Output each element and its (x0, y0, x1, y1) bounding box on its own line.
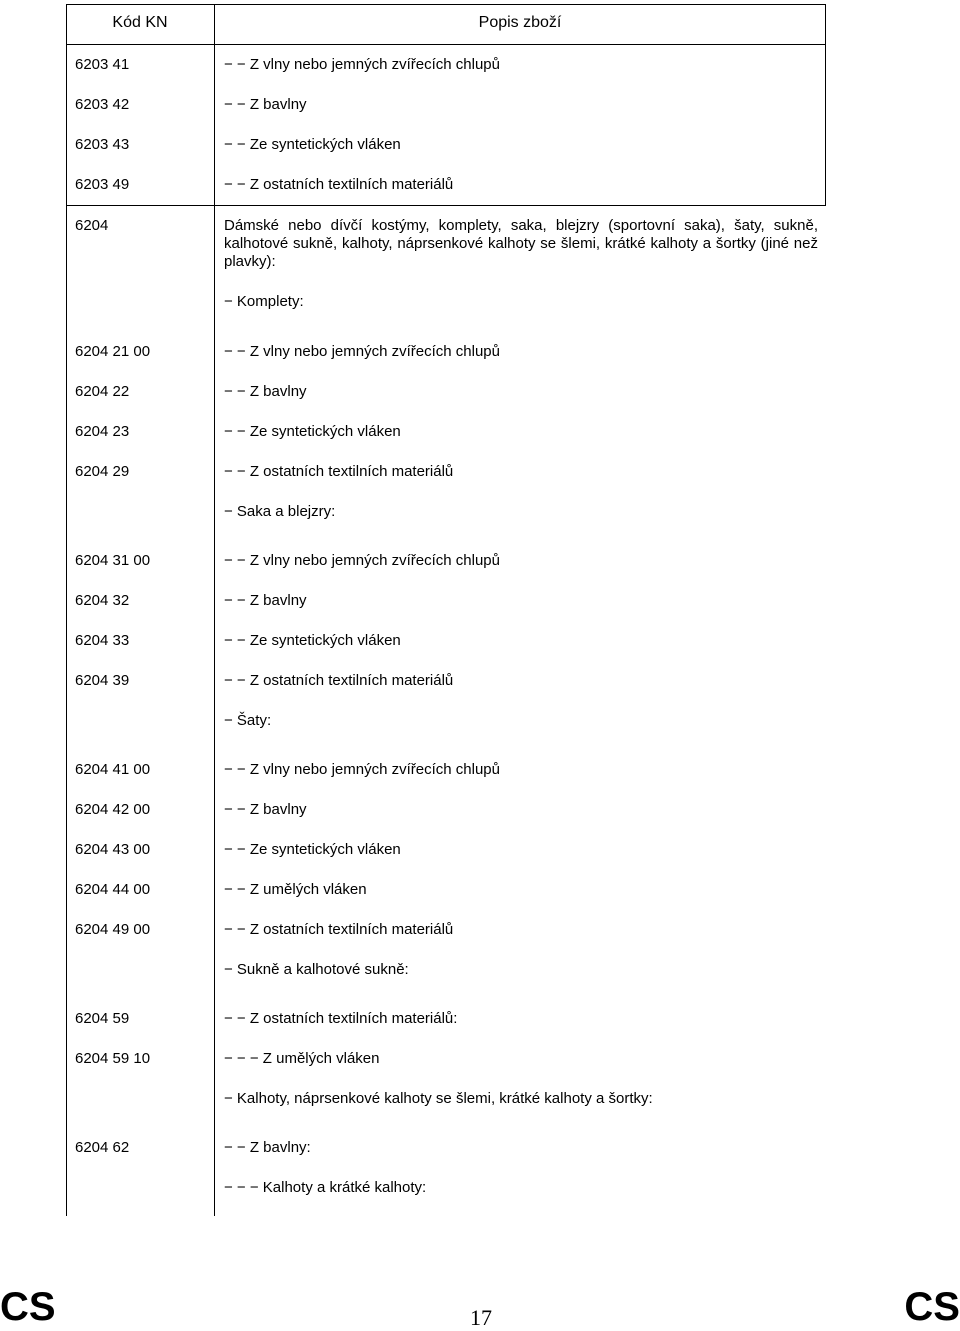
row-description: − − Ze syntetických vláken (224, 841, 401, 858)
table-right-border (825, 4, 826, 205)
row-description: Dámské nebo dívčí kostýmy, komplety, saka, blejzry (sportovní saka), šaty, sukně, kalhotové sukně, kalhoty, náprsenkové kalhoty se šlemi, krátké kalhoty a šortky (jiné než plavky): (224, 217, 818, 270)
row-code: 6204 32 (75, 592, 130, 609)
row-description: − − Z vlny nebo jemných zvířecích chlupů (224, 552, 500, 569)
header-code: Kód KN (112, 14, 168, 31)
row-code: 6204 44 00 (75, 881, 151, 898)
row-code: 6204 42 00 (75, 801, 151, 818)
row-description: − − Z ostatních textilních materiálů (224, 463, 454, 480)
row-description: − − Z umělých vláken (224, 881, 367, 898)
row-description: − − Ze syntetických vláken (224, 423, 401, 440)
row-code: 6204 59 (75, 1010, 130, 1027)
section-heading: − Saka a blejzry: (224, 503, 336, 520)
row-code: 6204 22 (75, 383, 130, 400)
row-code: 6204 23 (75, 423, 130, 440)
page-number: 17 (470, 1305, 492, 1330)
row-code: 6204 59 10 (75, 1050, 151, 1067)
row-code: 6203 42 (75, 96, 130, 113)
row-description: − − Z vlny nebo jemných zvířecích chlupů (224, 56, 500, 73)
row-code: 6204 29 (75, 463, 130, 480)
row-description: − − Ze syntetických vláken (224, 632, 401, 649)
row-description: − − Z bavlny: (224, 1139, 311, 1156)
footer-language-right: CS (904, 1285, 960, 1329)
row-code: 6203 43 (75, 136, 130, 153)
table-column-divider (214, 4, 215, 1216)
row-code: 6204 21 00 (75, 343, 151, 360)
row-code: 6204 43 00 (75, 841, 151, 858)
section-heading: − Komplety: (224, 293, 304, 310)
section-heading: − Sukně a kalhotové sukně: (224, 961, 409, 978)
row-description: − − Ze syntetických vláken (224, 136, 401, 153)
section-heading: − Šaty: (224, 712, 272, 729)
row-description: − − Z vlny nebo jemných zvířecích chlupů (224, 343, 500, 360)
footer-language-left: CS (0, 1285, 56, 1329)
row-description: − − Z ostatních textilních materiálů (224, 921, 454, 938)
row-code: 6204 33 (75, 632, 130, 649)
row-description: − − − Kalhoty a krátké kalhoty: (224, 1179, 427, 1196)
row-code: 6203 49 (75, 176, 130, 193)
row-code: 6204 49 00 (75, 921, 151, 938)
row-description: − − Z vlny nebo jemných zvířecích chlupů (224, 761, 500, 778)
row-description: − − Z bavlny (224, 96, 307, 113)
section-heading: − Kalhoty, náprsenkové kalhoty se šlemi, krátké kalhoty a šortky: (224, 1090, 653, 1107)
row-code: 6204 62 (75, 1139, 130, 1156)
header-bottom-border (66, 44, 826, 45)
row-code: 6204 39 (75, 672, 130, 689)
row-description: − − Z ostatních textilních materiálů (224, 672, 454, 689)
row-description: − − Z bavlny (224, 801, 307, 818)
row-code: 6204 31 00 (75, 552, 151, 569)
row-description: − − − Z umělých vláken (224, 1050, 380, 1067)
row-divider (66, 205, 826, 206)
table-left-border (66, 4, 67, 1216)
row-code: 6204 (75, 217, 109, 234)
row-description: − − Z ostatních textilních materiálů: (224, 1010, 458, 1027)
row-description: − − Z ostatních textilních materiálů (224, 176, 454, 193)
row-description: − − Z bavlny (224, 592, 307, 609)
row-code: 6204 41 00 (75, 761, 151, 778)
table-top-border (66, 4, 826, 5)
row-code: 6203 41 (75, 56, 130, 73)
header-description: Popis zboží (478, 14, 562, 31)
row-description: − − Z bavlny (224, 383, 307, 400)
